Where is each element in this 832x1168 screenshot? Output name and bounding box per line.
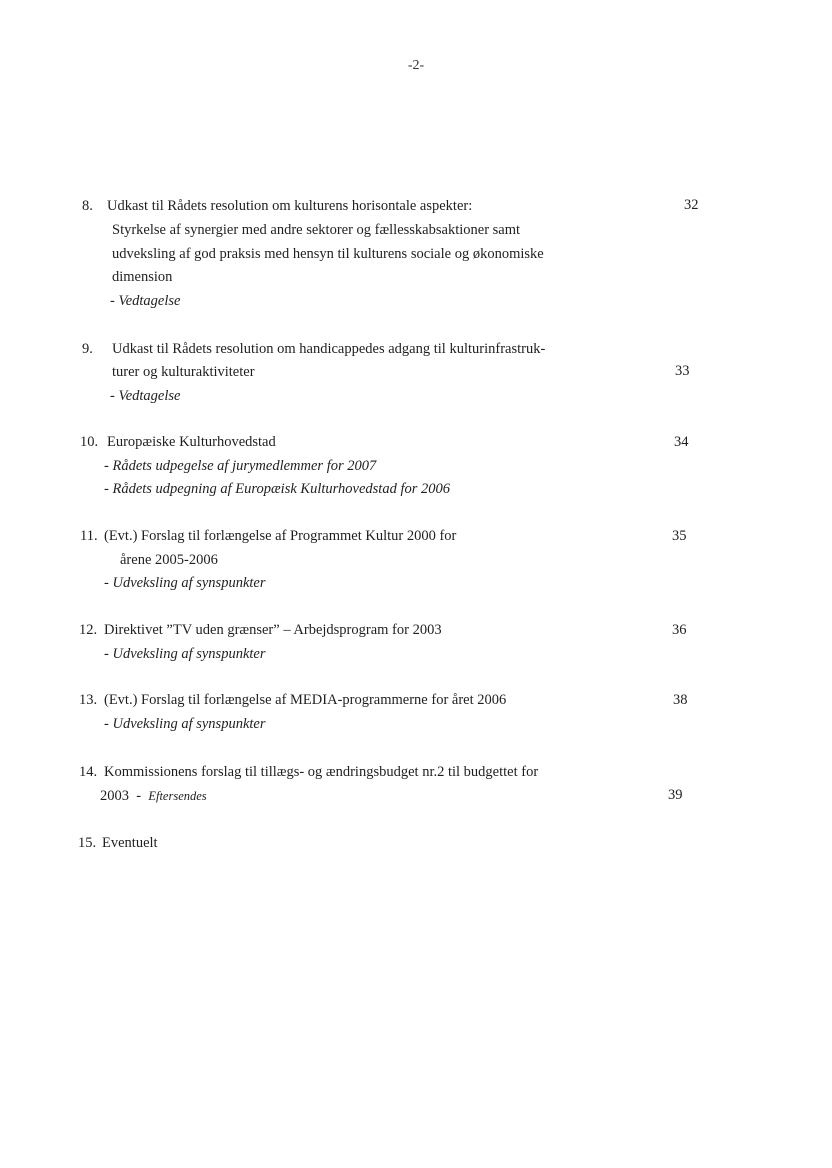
page-number: -2- [407, 58, 425, 73]
action-label: Vedtagelse [118, 293, 181, 309]
item-text-line-with-note [100, 787, 207, 805]
item-action [110, 387, 180, 405]
dash: - [104, 716, 109, 732]
dash: - [136, 788, 142, 804]
item-text-line: Kommissionens forslag til tillægs- og ændringsbudget nr.2 til budgettet for [104, 764, 539, 780]
item-text-line: (Evt.) Forslag til forlængelse af Programmet Kultur 2000 for [104, 528, 457, 544]
item-text-line: Styrkelse af synergier med andre sektorer og fællesskabsaktioner samt [112, 222, 521, 238]
item-text-line: dimension [112, 269, 173, 285]
dash: - [110, 293, 115, 309]
item-text-line: Udkast til Rådets resolution om kulturens horisontale aspekter: [107, 198, 473, 214]
action-label: Rådets udpegning af Europæisk Kulturhovedstad for 2006 [112, 481, 450, 497]
item-number: 10. [80, 434, 99, 450]
page-reference: 33 [675, 363, 690, 379]
page-reference: 38 [673, 692, 688, 708]
dash: - [104, 481, 109, 497]
dash: - [104, 646, 109, 662]
page-reference: 39 [668, 787, 683, 803]
item-text-line: 2003 [100, 788, 129, 804]
item-action [104, 480, 450, 498]
action-label: Udveksling af synspunkter [112, 646, 266, 662]
item-number: 8. [82, 198, 93, 214]
dash: - [104, 575, 109, 591]
item-action [104, 715, 266, 733]
item-text-line: udveksling af god praksis med hensyn til kulturens sociale og økonomiske [112, 246, 544, 262]
item-number: 11. [80, 528, 98, 544]
action-label: Vedtagelse [118, 388, 181, 404]
item-text-line: Eventuelt [102, 835, 158, 851]
page-reference: 32 [684, 197, 699, 213]
page-reference: 34 [674, 434, 689, 450]
item-number: 13. [79, 692, 98, 708]
action-label: Rådets udpegelse af jurymedlemmer for 2007 [112, 458, 377, 474]
item-text-line: årene 2005-2006 [120, 552, 218, 568]
item-action [110, 292, 180, 310]
page-reference: 35 [672, 528, 687, 544]
inline-note: Eftersendes [148, 789, 207, 803]
item-text-line: Udkast til Rådets resolution om handicappedes adgang til kulturinfrastruk- [112, 341, 546, 357]
item-text-line: Europæiske Kulturhovedstad [107, 434, 276, 450]
item-text-line: Direktivet ”TV uden grænser” – Arbejdsprogram for 2003 [104, 622, 442, 638]
action-label: Udveksling af synspunkter [112, 716, 266, 732]
dash: - [110, 388, 115, 404]
item-number: 12. [79, 622, 98, 638]
item-text-line: (Evt.) Forslag til forlængelse af MEDIA-programmerne for året 2006 [104, 692, 507, 708]
item-action [104, 574, 266, 592]
item-number: 15. [78, 835, 97, 851]
item-text-line: turer og kulturaktiviteter [112, 364, 255, 380]
item-action [104, 457, 376, 475]
item-number: 14. [79, 764, 98, 780]
dash: - [104, 458, 109, 474]
action-label: Udveksling af synspunkter [112, 575, 266, 591]
item-number: 9. [82, 341, 93, 357]
item-action [104, 645, 266, 663]
page-reference: 36 [672, 622, 687, 638]
